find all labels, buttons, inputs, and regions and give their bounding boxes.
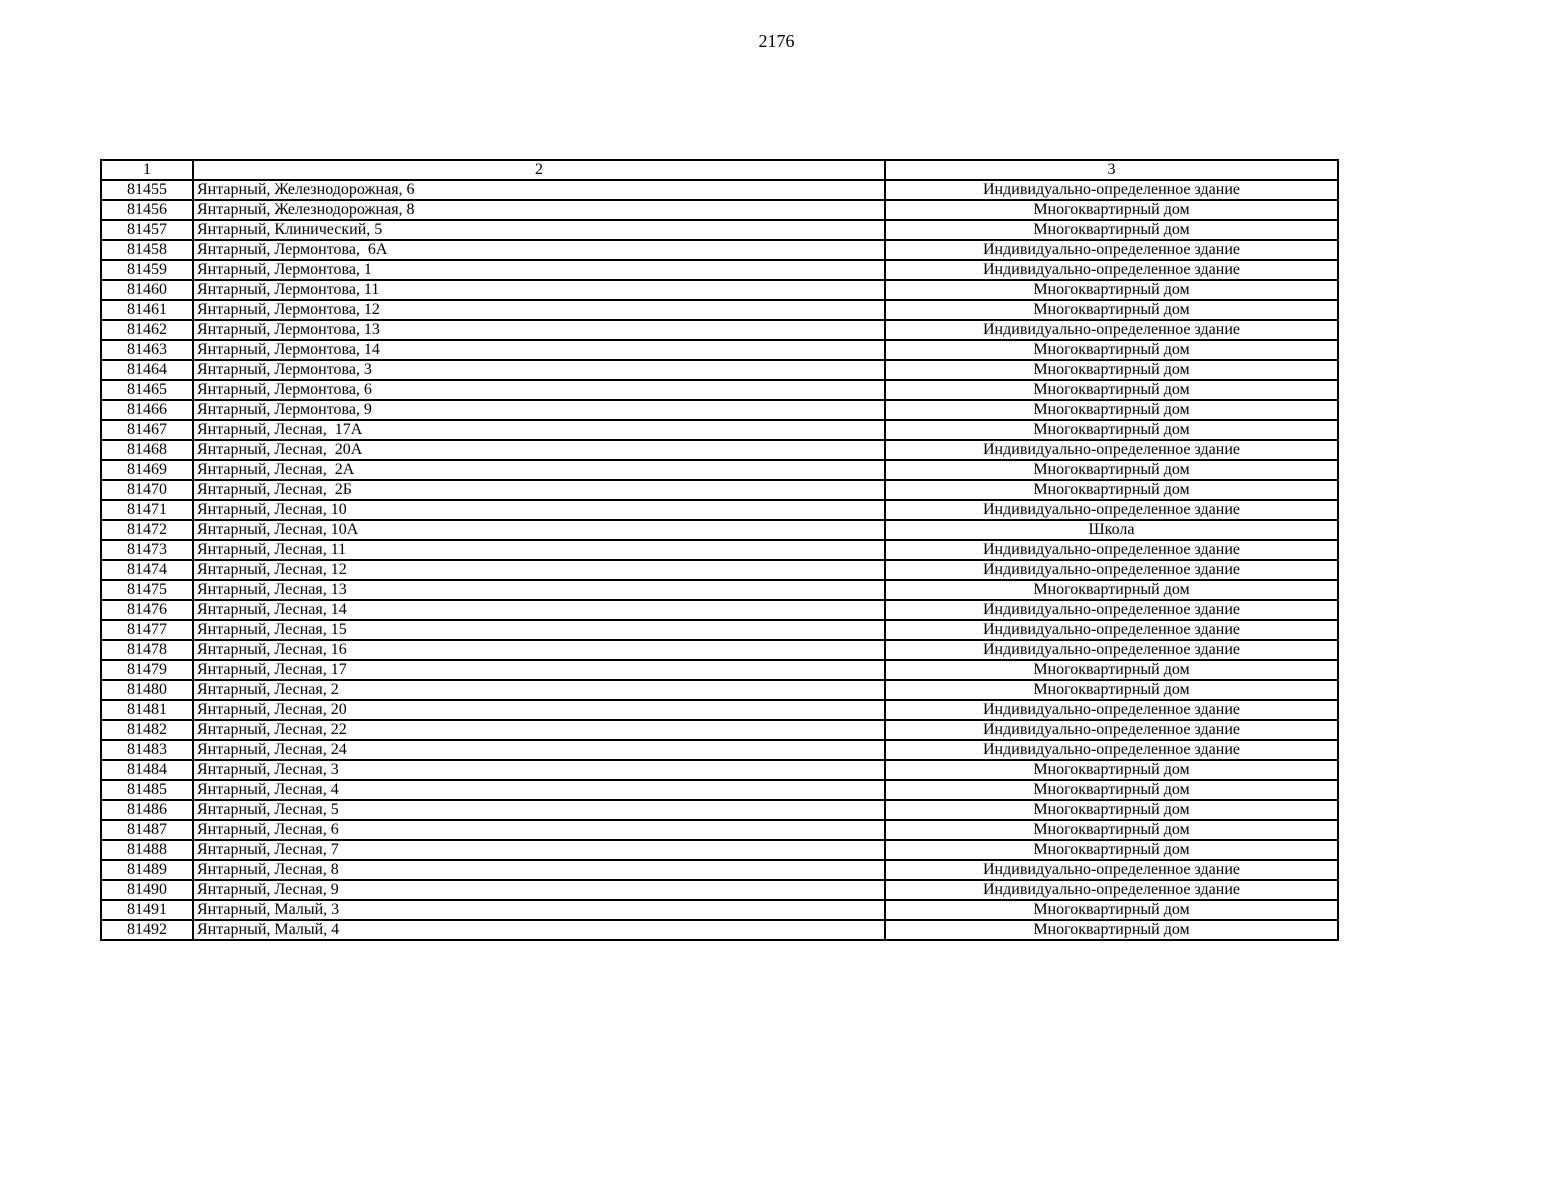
row-id: 81465: [101, 380, 193, 400]
row-id: 81468: [101, 440, 193, 460]
registry-table: [100, 159, 1339, 941]
row-building-type: Индивидуально-определенное здание: [885, 740, 1338, 760]
row-building-type: Индивидуально-определенное здание: [885, 880, 1338, 900]
row-id: 81455: [101, 180, 193, 200]
row-address: Янтарный, Лесная, 10: [193, 500, 885, 520]
row-building-type: Многоквартирный дом: [885, 800, 1338, 820]
row-id: 81477: [101, 620, 193, 640]
table-row: [101, 600, 1338, 620]
table-row: [101, 580, 1338, 600]
table-row: [101, 280, 1338, 300]
row-building-type: Многоквартирный дом: [885, 820, 1338, 840]
row-building-type: Многоквартирный дом: [885, 840, 1338, 860]
table-row: [101, 420, 1338, 440]
row-id: 81475: [101, 580, 193, 600]
row-id: 81478: [101, 640, 193, 660]
table-row: [101, 480, 1338, 500]
row-building-type: Многоквартирный дом: [885, 420, 1338, 440]
row-id: 81467: [101, 420, 193, 440]
row-building-type: Индивидуально-определенное здание: [885, 860, 1338, 880]
row-building-type: Индивидуально-определенное здание: [885, 700, 1338, 720]
row-building-type: Многоквартирный дом: [885, 220, 1338, 240]
row-address: Янтарный, Лесная, 16: [193, 640, 885, 660]
row-building-type: Индивидуально-определенное здание: [885, 720, 1338, 740]
row-building-type: Многоквартирный дом: [885, 680, 1338, 700]
row-id: 81473: [101, 540, 193, 560]
row-building-type: Индивидуально-определенное здание: [885, 600, 1338, 620]
header-row: [101, 160, 1338, 180]
row-id: 81461: [101, 300, 193, 320]
row-address: Янтарный, Малый, 4: [193, 920, 885, 940]
row-building-type: Индивидуально-определенное здание: [885, 540, 1338, 560]
table-row: [101, 260, 1338, 280]
row-building-type: Многоквартирный дом: [885, 660, 1338, 680]
row-id: 81472: [101, 520, 193, 540]
row-address: Янтарный, Лермонтова, 11: [193, 280, 885, 300]
table-row: [101, 380, 1338, 400]
row-address: Янтарный, Железнодорожная, 6: [193, 180, 885, 200]
row-id: 81487: [101, 820, 193, 840]
row-address: Янтарный, Железнодорожная, 8: [193, 200, 885, 220]
table-row: [101, 340, 1338, 360]
row-address: Янтарный, Лесная, 12: [193, 560, 885, 580]
table-row: [101, 400, 1338, 420]
row-address: Янтарный, Лесная, 3: [193, 760, 885, 780]
table-row: [101, 180, 1338, 200]
row-address: Янтарный, Малый, 3: [193, 900, 885, 920]
row-building-type: Многоквартирный дом: [885, 580, 1338, 600]
row-address: Янтарный, Лесная, 14: [193, 600, 885, 620]
row-id: 81492: [101, 920, 193, 940]
row-id: 81479: [101, 660, 193, 680]
row-id: 81488: [101, 840, 193, 860]
row-id: 81481: [101, 700, 193, 720]
row-building-type: Многоквартирный дом: [885, 380, 1338, 400]
header-col-1: 1: [101, 160, 193, 180]
row-address: Янтарный, Лермонтова, 14: [193, 340, 885, 360]
table-body: [101, 180, 1338, 940]
table-row: [101, 900, 1338, 920]
table-row: [101, 200, 1338, 220]
row-id: 81462: [101, 320, 193, 340]
row-address: Янтарный, Клинический, 5: [193, 220, 885, 240]
row-building-type: Индивидуально-определенное здание: [885, 260, 1338, 280]
row-building-type: Многоквартирный дом: [885, 280, 1338, 300]
row-address: Янтарный, Лесная, 10А: [193, 520, 885, 540]
row-id: 81484: [101, 760, 193, 780]
row-address: Янтарный, Лермонтова, 6А: [193, 240, 885, 260]
row-building-type: Многоквартирный дом: [885, 340, 1338, 360]
row-address: Янтарный, Лермонтова, 6: [193, 380, 885, 400]
table-row: [101, 880, 1338, 900]
row-building-type: Индивидуально-определенное здание: [885, 180, 1338, 200]
table-row: [101, 520, 1338, 540]
row-address: Янтарный, Лесная, 13: [193, 580, 885, 600]
row-building-type: Индивидуально-определенное здание: [885, 560, 1338, 580]
row-id: 81469: [101, 460, 193, 480]
table-row: [101, 760, 1338, 780]
row-id: 81476: [101, 600, 193, 620]
row-id: 81464: [101, 360, 193, 380]
row-id: 81456: [101, 200, 193, 220]
row-id: 81460: [101, 280, 193, 300]
table-row: [101, 720, 1338, 740]
row-building-type: Многоквартирный дом: [885, 480, 1338, 500]
table-row: [101, 700, 1338, 720]
row-address: Янтарный, Лесная, 2А: [193, 460, 885, 480]
row-id: 81490: [101, 880, 193, 900]
header-col-3: 3: [885, 160, 1338, 180]
row-building-type: Школа: [885, 520, 1338, 540]
row-building-type: Индивидуально-определенное здание: [885, 640, 1338, 660]
row-address: Янтарный, Лесная, 15: [193, 620, 885, 640]
row-id: 81457: [101, 220, 193, 240]
row-id: 81458: [101, 240, 193, 260]
table-row: [101, 680, 1338, 700]
row-address: Янтарный, Лесная, 20А: [193, 440, 885, 460]
row-building-type: Индивидуально-определенное здание: [885, 240, 1338, 260]
row-building-type: Индивидуально-определенное здание: [885, 500, 1338, 520]
row-address: Янтарный, Лермонтова, 3: [193, 360, 885, 380]
row-address: Янтарный, Лесная, 9: [193, 880, 885, 900]
table-row: [101, 860, 1338, 880]
row-id: 81466: [101, 400, 193, 420]
row-address: Янтарный, Лесная, 5: [193, 800, 885, 820]
row-id: 81491: [101, 900, 193, 920]
table-row: [101, 820, 1338, 840]
row-address: Янтарный, Лермонтова, 1: [193, 260, 885, 280]
row-building-type: Индивидуально-определенное здание: [885, 320, 1338, 340]
row-id: 81474: [101, 560, 193, 580]
row-address: Янтарный, Лесная, 8: [193, 860, 885, 880]
row-address: Янтарный, Лесная, 2Б: [193, 480, 885, 500]
row-building-type: Многоквартирный дом: [885, 460, 1338, 480]
table-row: [101, 460, 1338, 480]
table-row: [101, 620, 1338, 640]
row-id: 81482: [101, 720, 193, 740]
row-address: Янтарный, Лермонтова, 13: [193, 320, 885, 340]
table-row: [101, 640, 1338, 660]
row-id: 81471: [101, 500, 193, 520]
header-col-2: 2: [193, 160, 885, 180]
row-address: Янтарный, Лесная, 20: [193, 700, 885, 720]
row-building-type: Многоквартирный дом: [885, 920, 1338, 940]
row-address: Янтарный, Лесная, 11: [193, 540, 885, 560]
row-id: 81459: [101, 260, 193, 280]
table-row: [101, 540, 1338, 560]
row-address: Янтарный, Лесная, 7: [193, 840, 885, 860]
row-address: Янтарный, Лермонтова, 12: [193, 300, 885, 320]
row-id: 81486: [101, 800, 193, 820]
row-address: Янтарный, Лесная, 4: [193, 780, 885, 800]
row-building-type: Многоквартирный дом: [885, 780, 1338, 800]
table-row: [101, 840, 1338, 860]
table-row: [101, 740, 1338, 760]
row-building-type: Многоквартирный дом: [885, 360, 1338, 380]
row-id: 81480: [101, 680, 193, 700]
table-row: [101, 360, 1338, 380]
row-id: 81485: [101, 780, 193, 800]
row-id: 81463: [101, 340, 193, 360]
table-row: [101, 920, 1338, 940]
table-row: [101, 220, 1338, 240]
row-building-type: Многоквартирный дом: [885, 900, 1338, 920]
row-id: 81489: [101, 860, 193, 880]
row-building-type: Многоквартирный дом: [885, 200, 1338, 220]
row-building-type: Многоквартирный дом: [885, 760, 1338, 780]
row-address: Янтарный, Лесная, 22: [193, 720, 885, 740]
table-row: [101, 660, 1338, 680]
row-id: 81483: [101, 740, 193, 760]
row-address: Янтарный, Лесная, 24: [193, 740, 885, 760]
row-address: Янтарный, Лесная, 17А: [193, 420, 885, 440]
table-row: [101, 800, 1338, 820]
row-address: Янтарный, Лермонтова, 9: [193, 400, 885, 420]
row-building-type: Многоквартирный дом: [885, 400, 1338, 420]
row-address: Янтарный, Лесная, 6: [193, 820, 885, 840]
table-row: [101, 320, 1338, 340]
row-building-type: Многоквартирный дом: [885, 300, 1338, 320]
table-row: [101, 240, 1338, 260]
row-building-type: Индивидуально-определенное здание: [885, 440, 1338, 460]
table-row: [101, 500, 1338, 520]
page-number: 2176: [758, 31, 795, 51]
table-row: [101, 560, 1338, 580]
row-building-type: Индивидуально-определенное здание: [885, 620, 1338, 640]
table-header: [101, 160, 1338, 180]
table-row: [101, 780, 1338, 800]
table-row: [101, 440, 1338, 460]
table-row: [101, 300, 1338, 320]
row-address: Янтарный, Лесная, 17: [193, 660, 885, 680]
row-address: Янтарный, Лесная, 2: [193, 680, 885, 700]
row-id: 81470: [101, 480, 193, 500]
